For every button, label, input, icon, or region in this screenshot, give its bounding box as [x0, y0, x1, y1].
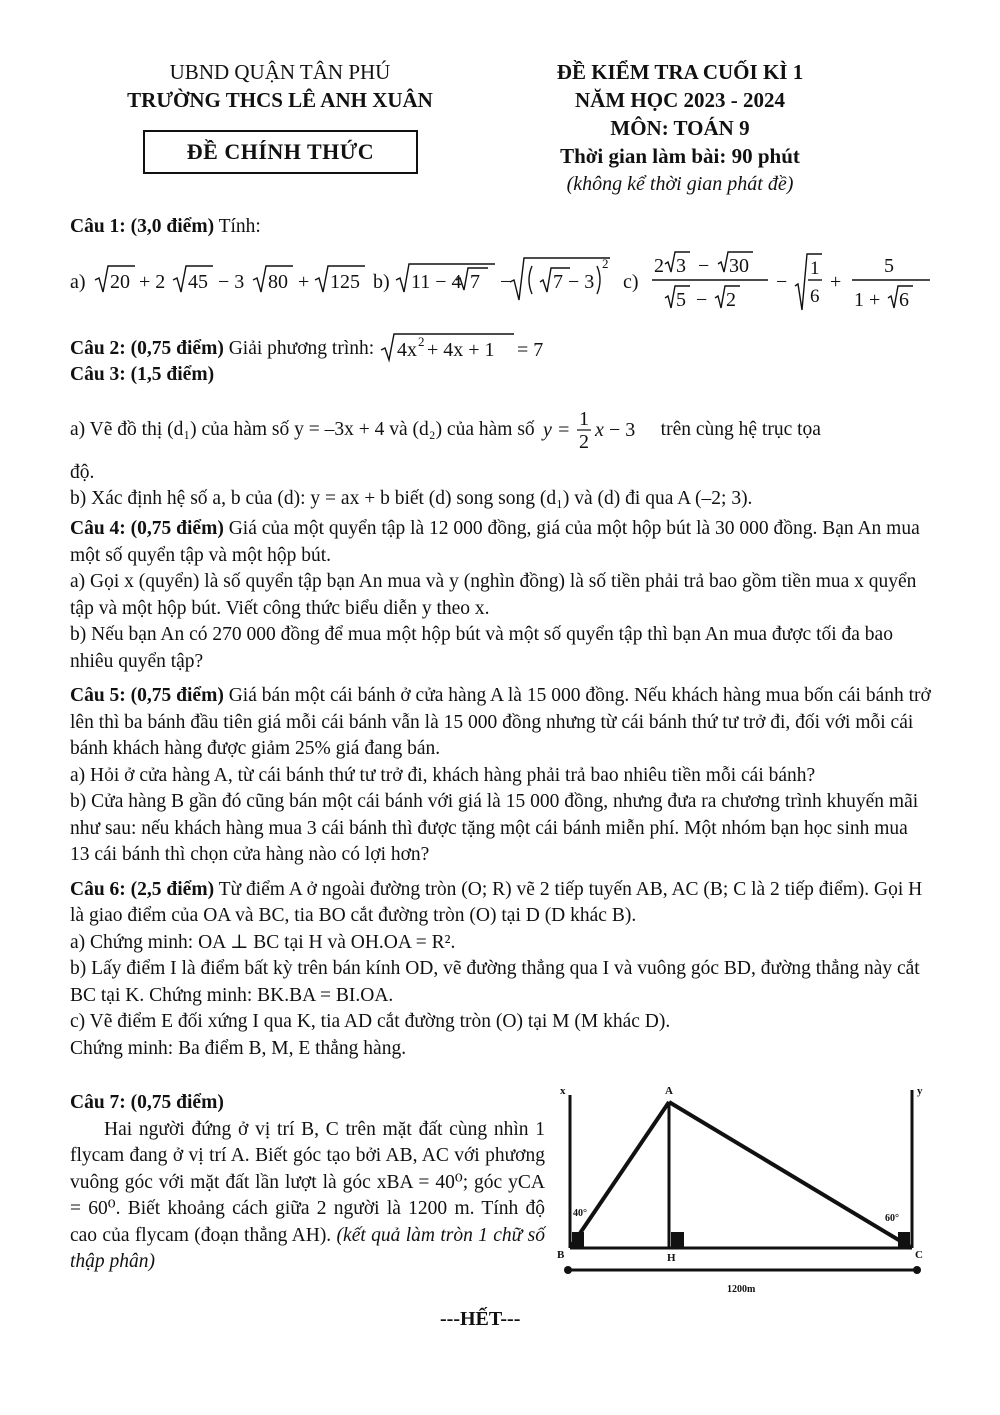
question-5-label: Câu 5: (0,75 điểm) [70, 685, 224, 706]
svg-text:5: 5 [676, 289, 686, 311]
header-right [510, 58, 850, 198]
svg-text:80: 80 [268, 271, 288, 293]
question-6 [70, 877, 932, 930]
svg-text:6: 6 [810, 286, 820, 307]
label-b: B [557, 1249, 565, 1261]
svg-text:+ 2: + 2 [139, 271, 166, 293]
distance-end-c [913, 1266, 921, 1274]
question-3a-text-2: trên cùng hệ trục tọa [660, 419, 821, 440]
question-2 [70, 330, 940, 364]
end-marker: ---HẾT--- [440, 1308, 521, 1330]
q1a-label: a) [70, 271, 86, 293]
angle-b-label: 40° [573, 1208, 587, 1219]
question-3 [70, 362, 940, 512]
svg-text:+: + [830, 271, 842, 293]
question-6b: b) Lấy điểm I là điểm bất kỳ trên bán kính OD, vẽ đường thẳng qua I và vuông góc BD, đường thẳng này cắt BC tại K. Chứng minh: BK.BA = BI.OA. [70, 958, 920, 1006]
svg-text:3: 3 [676, 255, 686, 277]
question-3a-function [539, 408, 657, 452]
svg-text:4x: 4x [397, 339, 418, 361]
question-3a-text: a) Vẽ đồ thị (d₁) của hàm số y = –3x + 4 và (d₂) của hàm số [70, 419, 535, 440]
district-name: UBND QUẬN TÂN PHÚ [169, 60, 391, 84]
svg-text:2: 2 [418, 334, 425, 349]
question-7-label: Câu 7: (0,75 điểm) [70, 1092, 224, 1113]
svg-text:2: 2 [726, 289, 736, 311]
svg-text:− 3: − 3 [608, 419, 635, 441]
question-4a: a) Gọi x (quyển) là số quyển tập bạn An mua và y (nghìn đồng) là số tiền phải trả bao gồm tiền mua x quyển tập và một hộp bút. Viết công thức biểu diễn y theo x. [70, 571, 917, 619]
header-left [105, 58, 455, 114]
svg-text:1: 1 [578, 408, 589, 430]
svg-text:7: 7 [470, 271, 480, 293]
question-5b: b) Cửa hàng B gần đó cũng bán một cái bánh với giá là 15 000 đồng, nhưng đưa ra chương trình khuyến mãi như sau: nếu khách hàng mua 3 cái bánh thì được tặng một cái bánh miễn phí. Một nhóm bạn học sinh mua 13 cái bánh thì chọn cửa hàng nào có lợi hơn? [70, 791, 919, 865]
question-1-text: Tính: [214, 216, 261, 237]
svg-text:2: 2 [654, 255, 664, 277]
svg-text:7 − 3: 7 − 3 [553, 271, 595, 293]
svg-text:11 − 4: 11 − 4 [411, 271, 462, 293]
distance-label: 1200m [727, 1284, 756, 1295]
official-label-box [143, 130, 418, 174]
svg-text:−: − [696, 289, 708, 311]
svg-text:= 7: = 7 [517, 339, 544, 361]
right-angle-h [671, 1232, 684, 1247]
svg-text:30: 30 [729, 255, 749, 277]
question-4b: b) Nếu bạn An có 270 000 đồng để mua một hộp bút và một số quyển tập thì bạn An mua được tối đa bao nhiêu quyển tập? [70, 624, 893, 672]
svg-text:45: 45 [188, 271, 208, 293]
duration: Thời gian làm bài: 90 phút [560, 144, 800, 168]
questions-4-6 [70, 516, 932, 1062]
question-7-text: Hai người đứng ở vị trí B, C trên mặt đất cùng nhìn 1 flycam đang ở vị trí A. Biết góc tạo bởi AB, AC với phương vuông góc với mặt đất lần lượt là góc xBA = 40⁰; góc yCA = 60⁰. Biết khoảng cách giữa 2 người là 1200 m. Tính độ cao của flycam (đoạn thẳng AH). [70, 1118, 545, 1246]
school-year: NĂM HỌC 2023 - 2024 [575, 88, 785, 112]
svg-text:1: 1 [810, 258, 820, 279]
svg-text:6: 6 [899, 289, 909, 311]
svg-text:y =: y = [542, 419, 571, 441]
label-h: H [667, 1252, 676, 1264]
subject: MÔN: TOÁN 9 [610, 116, 750, 140]
question-6a: a) Chứng minh: OA ⊥ BC tại H và OH.OA = R². [70, 931, 456, 953]
svg-text:x: x [594, 419, 604, 441]
question-6-text: Từ điểm A ở ngoài đường tròn (O; R) vẽ 2 tiếp tuyến AB, AC (B; C là 2 tiếp điểm). Gọi H là giao điểm của OA và BC, tia BO cắt đường tròn (O) tại D (D khác B). [70, 878, 923, 926]
svg-text:−: − [776, 271, 788, 293]
question-5a: a) Hỏi ở cửa hàng A, từ cái bánh thứ tư trở đi, khách hàng phải trả bao nhiêu tiền mỗi cái bánh? [70, 764, 816, 786]
question-1-label: Câu 1: (3,0 điểm) [70, 216, 215, 237]
question-5 [70, 683, 932, 763]
svg-text:125: 125 [330, 271, 360, 293]
svg-text:−: − [500, 271, 512, 293]
question-5-text: Giá bán một cái bánh ở cửa hàng A là 15 000 đồng. Nếu khách hàng mua bốn cái bánh trở lên thì ba bánh đầu tiên giá mỗi cái bánh vẫn là 15 000 đồng nhưng từ cái bánh thứ tư trở đi, đối với mỗi cái bánh khách hàng được giảm 25% giá đang bán. [70, 685, 931, 759]
distance-end-b [564, 1266, 572, 1274]
question-2-label: Câu 2: (0,75 điểm) [70, 338, 224, 359]
official-label: ĐỀ CHÍNH THỨC [186, 139, 375, 164]
duration-note: (không kể thời gian phát đề) [566, 173, 794, 195]
question-6-label: Câu 6: (2,5 điểm) [70, 878, 215, 900]
angle-c-label: 60° [885, 1213, 899, 1224]
question-7-note: (kết quả làm tròn 1 chữ số thập phân) [70, 1224, 545, 1272]
question-2-equation [379, 330, 559, 364]
svg-text:−: − [698, 255, 710, 277]
question-6c: c) Vẽ điểm E đối xứng I qua K, tia AD cắt đường tròn (O) tại M (M khác D). [70, 1011, 671, 1032]
question-4-text: Giá của một quyển tập là 12 000 đồng, giá của một hộp bút là 30 000 đồng. Bạn An mua một số quyển tập và một hộp bút. [70, 518, 920, 566]
right-angle-b [572, 1232, 584, 1247]
svg-text:1 +: 1 + [854, 289, 881, 311]
svg-text:20: 20 [110, 271, 130, 293]
question-6c-2: Chứng minh: Ba điểm B, M, E thẳng hàng. [70, 1037, 407, 1059]
line-ab [570, 1102, 669, 1248]
question-3b-text: b) Xác định hệ số a, b của (d): y = ax + b biết (d) song song (d₁) và (d) đi qua A (–2; 3). [70, 488, 753, 509]
svg-text:2: 2 [578, 431, 589, 452]
question-3-label: Câu 3: (1,5 điểm) [70, 364, 215, 385]
label-c: C [915, 1249, 923, 1261]
exam-title: ĐỀ KIỂM TRA CUỐI KÌ 1 [556, 60, 804, 84]
flycam-figure [555, 1080, 940, 1295]
label-y: y [917, 1085, 923, 1097]
question-2-text: Giải phương trình: [223, 338, 375, 359]
right-angle-c [898, 1232, 910, 1247]
svg-text:2: 2 [602, 256, 609, 271]
school-name: TRƯỜNG THCS LÊ ANH XUÂN [127, 88, 433, 112]
question-4-label: Câu 4: (0,75 điểm) [70, 518, 224, 539]
question-1 [70, 214, 932, 240]
svg-text:+ 4x + 1: + 4x + 1 [427, 339, 495, 361]
q1b-label: b) [373, 271, 390, 293]
svg-text:5: 5 [884, 255, 894, 277]
svg-text:+: + [298, 271, 310, 293]
question-7 [70, 1090, 545, 1276]
label-a: A [665, 1085, 673, 1097]
question-3a-text-3: độ. [70, 462, 95, 483]
question-1-expressions [70, 250, 940, 312]
question-4 [70, 516, 932, 569]
line-ac [669, 1102, 912, 1248]
svg-text:− 3: − 3 [218, 271, 245, 293]
q1c-label: c) [623, 271, 639, 293]
label-x: x [560, 1085, 566, 1097]
